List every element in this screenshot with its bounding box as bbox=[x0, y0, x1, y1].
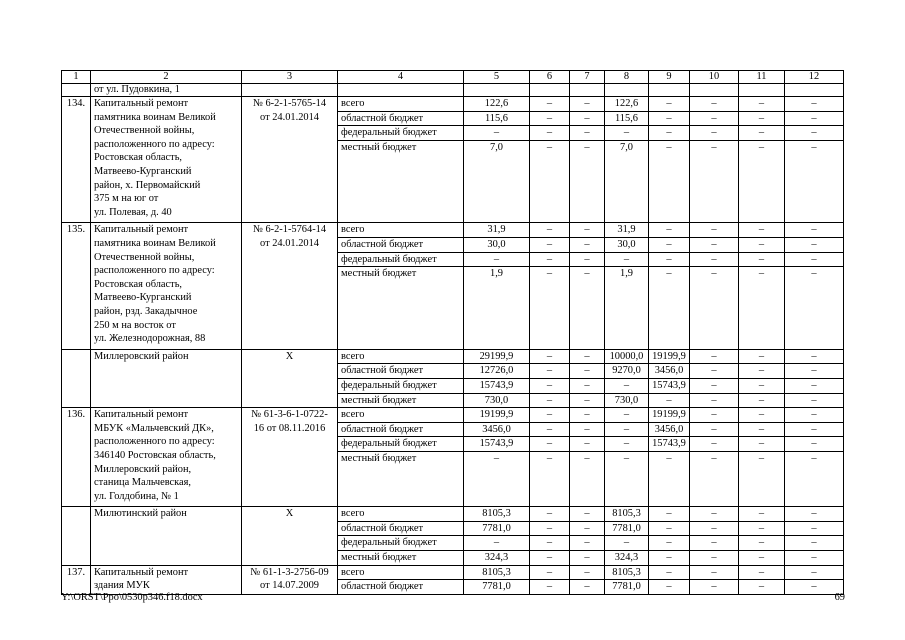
object-name-line: памятника воинам Великой bbox=[94, 111, 216, 123]
value-cell: – bbox=[530, 565, 570, 580]
object-name-line: расположенного по адресу: bbox=[94, 436, 215, 448]
value-cell: – bbox=[570, 349, 605, 364]
value-cell: – bbox=[570, 507, 605, 522]
empty-cell bbox=[785, 84, 844, 97]
value-cell: – bbox=[570, 267, 605, 350]
value-cell: 12726,0 bbox=[464, 364, 530, 379]
object-name-line: Ростовская область, bbox=[94, 278, 183, 290]
value-cell: 122,6 bbox=[605, 97, 649, 112]
value-cell: – bbox=[739, 422, 785, 437]
table-row bbox=[62, 223, 844, 238]
value-cell: 7781,0 bbox=[605, 521, 649, 536]
value-cell: – bbox=[739, 349, 785, 364]
value-cell: – bbox=[570, 237, 605, 252]
value-cell: – bbox=[649, 580, 690, 595]
value-cell: – bbox=[605, 437, 649, 452]
value-cell: – bbox=[690, 140, 739, 223]
object-name-line: Капитальный ремонт bbox=[94, 224, 189, 236]
funding-source: местный бюджет bbox=[338, 267, 464, 350]
value-cell: – bbox=[649, 140, 690, 223]
value-cell: 29199,9 bbox=[464, 349, 530, 364]
value-cell: – bbox=[649, 267, 690, 350]
value-cell: – bbox=[785, 565, 844, 580]
object-name-line: расположенного по адресу: bbox=[94, 265, 215, 277]
object-name-line: здания МУК bbox=[94, 580, 150, 592]
value-cell: 122,6 bbox=[464, 97, 530, 112]
document-number-line: Х bbox=[285, 508, 294, 520]
value-cell: – bbox=[739, 451, 785, 506]
empty-cell bbox=[570, 84, 605, 97]
value-cell: – bbox=[530, 349, 570, 364]
document-number bbox=[242, 223, 338, 349]
object-name-line: Миллеровский район, bbox=[94, 463, 192, 475]
object-name-line: станица Мальчевская, bbox=[94, 477, 192, 489]
object-name-line: ул. Полевая, д. 40 bbox=[94, 206, 172, 218]
value-cell: 7781,0 bbox=[605, 580, 649, 595]
object-name-line: Миллеровский район bbox=[94, 350, 189, 362]
funding-source: областной бюджет bbox=[338, 580, 464, 595]
value-cell: 7781,0 bbox=[464, 521, 530, 536]
value-cell: 19199,9 bbox=[464, 408, 530, 423]
file-path: Y:\ORST\Ppo\0530p346.f18.docx bbox=[61, 592, 203, 603]
value-cell: – bbox=[570, 97, 605, 112]
value-cell: – bbox=[785, 126, 844, 141]
document-number-line: № 61-3-6-1-0722- bbox=[251, 409, 328, 421]
value-cell: – bbox=[690, 451, 739, 506]
value-cell: – bbox=[649, 393, 690, 408]
value-cell: – bbox=[649, 237, 690, 252]
document-number bbox=[242, 408, 338, 507]
object-name-line: Матвеево-Курганский bbox=[94, 165, 192, 177]
value-cell: – bbox=[739, 378, 785, 393]
value-cell: 19199,9 bbox=[649, 408, 690, 423]
funding-source: федеральный бюджет bbox=[338, 126, 464, 141]
value-cell: – bbox=[570, 223, 605, 238]
value-cell: – bbox=[739, 521, 785, 536]
value-cell: – bbox=[785, 111, 844, 126]
value-cell: – bbox=[464, 536, 530, 551]
table-row bbox=[62, 349, 844, 364]
record-number: 135. bbox=[62, 223, 91, 349]
value-cell: – bbox=[785, 536, 844, 551]
value-cell: – bbox=[605, 408, 649, 423]
value-cell: – bbox=[605, 378, 649, 393]
value-cell: 1,9 bbox=[464, 267, 530, 350]
value-cell: – bbox=[530, 536, 570, 551]
document-number-line: № 6-2-1-5764-14 bbox=[252, 224, 327, 236]
value-cell: – bbox=[785, 580, 844, 595]
empty-cell bbox=[338, 84, 464, 97]
value-cell: – bbox=[739, 126, 785, 141]
record-number: 134. bbox=[62, 97, 91, 223]
value-cell: – bbox=[570, 551, 605, 566]
document-number-line: от 14.07.2009 bbox=[260, 580, 319, 592]
value-cell: 3456,0 bbox=[649, 364, 690, 379]
value-cell: – bbox=[570, 521, 605, 536]
value-cell: 3456,0 bbox=[649, 422, 690, 437]
value-cell: – bbox=[530, 393, 570, 408]
value-cell: 10000,0 bbox=[605, 349, 649, 364]
value-cell: – bbox=[530, 267, 570, 350]
table-row bbox=[62, 97, 844, 112]
value-cell: – bbox=[739, 111, 785, 126]
value-cell: 115,6 bbox=[605, 111, 649, 126]
value-cell: 31,9 bbox=[464, 223, 530, 238]
value-cell: – bbox=[464, 126, 530, 141]
empty-cell bbox=[649, 84, 690, 97]
empty-cell bbox=[62, 84, 91, 97]
value-cell: – bbox=[785, 451, 844, 506]
value-cell: – bbox=[530, 437, 570, 452]
object-name-line: район, рзд. Закадычное bbox=[94, 305, 198, 317]
column-header: 12 bbox=[785, 71, 844, 84]
value-cell: – bbox=[739, 437, 785, 452]
value-cell: 31,9 bbox=[605, 223, 649, 238]
column-header: 5 bbox=[464, 71, 530, 84]
value-cell: – bbox=[530, 408, 570, 423]
value-cell: – bbox=[739, 223, 785, 238]
value-cell: – bbox=[530, 97, 570, 112]
value-cell: – bbox=[649, 536, 690, 551]
value-cell: – bbox=[570, 252, 605, 267]
document-number-line: № 61-1-3-2756-09 bbox=[250, 566, 329, 578]
value-cell: – bbox=[570, 364, 605, 379]
document-number-line: Х bbox=[285, 350, 294, 362]
value-cell: – bbox=[785, 364, 844, 379]
column-header: 3 bbox=[242, 71, 338, 84]
funding-source: местный бюджет bbox=[338, 551, 464, 566]
value-cell: 19199,9 bbox=[649, 349, 690, 364]
value-cell: – bbox=[739, 565, 785, 580]
value-cell: – bbox=[649, 521, 690, 536]
value-cell: – bbox=[570, 126, 605, 141]
value-cell: – bbox=[785, 437, 844, 452]
value-cell: – bbox=[690, 252, 739, 267]
object-name-line: район, х. Первомайский bbox=[94, 179, 201, 191]
empty-cell bbox=[464, 84, 530, 97]
value-cell: – bbox=[649, 565, 690, 580]
value-cell: – bbox=[739, 364, 785, 379]
object-name bbox=[91, 97, 242, 223]
value-cell: – bbox=[785, 422, 844, 437]
value-cell: – bbox=[649, 126, 690, 141]
empty-cell bbox=[739, 84, 785, 97]
value-cell: – bbox=[690, 126, 739, 141]
record-number: 136. bbox=[62, 408, 91, 507]
funding-source: областной бюджет bbox=[338, 422, 464, 437]
value-cell: – bbox=[605, 126, 649, 141]
funding-source: местный бюджет bbox=[338, 451, 464, 506]
value-cell: – bbox=[690, 97, 739, 112]
value-cell: – bbox=[570, 451, 605, 506]
value-cell: 730,0 bbox=[605, 393, 649, 408]
funding-source: федеральный бюджет bbox=[338, 378, 464, 393]
value-cell: 8105,3 bbox=[605, 565, 649, 580]
value-cell: – bbox=[690, 521, 739, 536]
value-cell: – bbox=[530, 580, 570, 595]
value-cell: 1,9 bbox=[605, 267, 649, 350]
value-cell: – bbox=[570, 393, 605, 408]
value-cell: – bbox=[739, 580, 785, 595]
value-cell: 30,0 bbox=[605, 237, 649, 252]
value-cell: 115,6 bbox=[464, 111, 530, 126]
funding-source: всего bbox=[338, 97, 464, 112]
value-cell: 9270,0 bbox=[605, 364, 649, 379]
value-cell: 324,3 bbox=[464, 551, 530, 566]
value-cell: – bbox=[530, 551, 570, 566]
value-cell: – bbox=[739, 140, 785, 223]
record-number: 137. bbox=[62, 565, 91, 594]
table-row bbox=[62, 507, 844, 522]
object-name-line: Отечественной войны, bbox=[94, 251, 195, 263]
value-cell: – bbox=[690, 536, 739, 551]
value-cell: – bbox=[785, 223, 844, 238]
value-cell: – bbox=[690, 267, 739, 350]
value-cell: – bbox=[530, 364, 570, 379]
record-number bbox=[62, 349, 91, 407]
value-cell: – bbox=[739, 507, 785, 522]
value-cell: – bbox=[649, 551, 690, 566]
funding-source: местный бюджет bbox=[338, 140, 464, 223]
object-name-line: Капитальный ремонт bbox=[94, 98, 189, 109]
value-cell: – bbox=[785, 97, 844, 112]
value-cell: – bbox=[570, 565, 605, 580]
object-name bbox=[91, 565, 242, 594]
object-name bbox=[91, 349, 242, 407]
funding-source: всего bbox=[338, 223, 464, 238]
value-cell: – bbox=[530, 451, 570, 506]
value-cell: – bbox=[570, 111, 605, 126]
value-cell: – bbox=[649, 111, 690, 126]
document-number bbox=[242, 349, 338, 407]
value-cell: – bbox=[690, 378, 739, 393]
value-cell: – bbox=[530, 140, 570, 223]
object-name-line: 250 м на восток от bbox=[94, 319, 176, 331]
object-name-line: Капитальный ремонт bbox=[94, 566, 189, 578]
value-cell: – bbox=[785, 140, 844, 223]
value-cell: – bbox=[570, 408, 605, 423]
value-cell: 324,3 bbox=[605, 551, 649, 566]
column-header: 1 bbox=[62, 71, 91, 84]
value-cell: – bbox=[690, 349, 739, 364]
empty-cell bbox=[530, 84, 570, 97]
document-number-line: 16 от 08.11.2016 bbox=[253, 422, 326, 434]
value-cell: – bbox=[530, 378, 570, 393]
empty-cell bbox=[605, 84, 649, 97]
column-header: 8 bbox=[605, 71, 649, 84]
object-name bbox=[91, 408, 242, 507]
value-cell: – bbox=[739, 536, 785, 551]
continuation-row bbox=[62, 84, 844, 97]
object-name-line: расположенного по адресу: bbox=[94, 138, 215, 150]
value-cell: 30,0 bbox=[464, 237, 530, 252]
value-cell: – bbox=[570, 437, 605, 452]
value-cell: – bbox=[605, 451, 649, 506]
value-cell: – bbox=[570, 580, 605, 595]
object-name-line: 346140 Ростовская область, bbox=[94, 449, 216, 461]
object-name-line: Ростовская область, bbox=[94, 152, 183, 164]
funding-source: местный бюджет bbox=[338, 393, 464, 408]
funding-source: областной бюджет bbox=[338, 521, 464, 536]
value-cell: – bbox=[605, 252, 649, 267]
value-cell: – bbox=[464, 451, 530, 506]
value-cell: – bbox=[570, 378, 605, 393]
value-cell: – bbox=[530, 521, 570, 536]
value-cell: – bbox=[530, 223, 570, 238]
document-number bbox=[242, 97, 338, 223]
table-row bbox=[62, 408, 844, 423]
value-cell: – bbox=[785, 378, 844, 393]
value-cell: 7,0 bbox=[464, 140, 530, 223]
value-cell: 7,0 bbox=[605, 140, 649, 223]
budget-table bbox=[61, 70, 844, 595]
page-number: 69 bbox=[834, 592, 845, 603]
value-cell: 15743,9 bbox=[649, 378, 690, 393]
column-header: 2 bbox=[91, 71, 242, 84]
value-cell: – bbox=[785, 521, 844, 536]
object-name-line: Отечественной войны, bbox=[94, 125, 195, 137]
value-cell: – bbox=[649, 252, 690, 267]
table-row bbox=[62, 565, 844, 580]
value-cell: – bbox=[690, 565, 739, 580]
value-cell: – bbox=[530, 126, 570, 141]
document-number-line: № 6-2-1-5765-14 bbox=[252, 98, 327, 109]
funding-source: областной бюджет bbox=[338, 237, 464, 252]
column-header: 10 bbox=[690, 71, 739, 84]
value-cell: – bbox=[739, 551, 785, 566]
value-cell: – bbox=[739, 408, 785, 423]
object-name bbox=[91, 223, 242, 349]
object-name-line: Милютинский район bbox=[94, 508, 187, 520]
value-cell: – bbox=[530, 507, 570, 522]
value-cell: – bbox=[739, 393, 785, 408]
object-name-line: ул. Голдобина, № 1 bbox=[94, 490, 179, 502]
value-cell: 7781,0 bbox=[464, 580, 530, 595]
value-cell: – bbox=[570, 422, 605, 437]
value-cell: 15743,9 bbox=[464, 378, 530, 393]
value-cell: – bbox=[690, 364, 739, 379]
object-name-line: Матвеево-Курганский bbox=[94, 292, 192, 304]
value-cell: 3456,0 bbox=[464, 422, 530, 437]
value-cell: – bbox=[690, 422, 739, 437]
value-cell: – bbox=[690, 111, 739, 126]
value-cell: – bbox=[739, 97, 785, 112]
document-number-line: от 24.01.2014 bbox=[260, 111, 319, 123]
value-cell: 8105,3 bbox=[464, 565, 530, 580]
value-cell: – bbox=[530, 111, 570, 126]
value-cell: – bbox=[690, 223, 739, 238]
value-cell: – bbox=[785, 408, 844, 423]
funding-source: всего bbox=[338, 565, 464, 580]
document-number bbox=[242, 565, 338, 594]
funding-source: федеральный бюджет bbox=[338, 252, 464, 267]
value-cell: – bbox=[690, 237, 739, 252]
funding-source: федеральный бюджет bbox=[338, 536, 464, 551]
value-cell: – bbox=[464, 252, 530, 267]
continuation-text: от ул. Пудовкина, 1 bbox=[91, 84, 242, 97]
value-cell: 8105,3 bbox=[464, 507, 530, 522]
value-cell: – bbox=[605, 536, 649, 551]
value-cell: – bbox=[570, 536, 605, 551]
value-cell: 15743,9 bbox=[649, 437, 690, 452]
value-cell: – bbox=[739, 237, 785, 252]
object-name-line: Капитальный ремонт bbox=[94, 409, 189, 421]
object-name bbox=[91, 507, 242, 565]
value-cell: – bbox=[649, 451, 690, 506]
value-cell: – bbox=[530, 422, 570, 437]
value-cell: – bbox=[690, 437, 739, 452]
value-cell: – bbox=[739, 252, 785, 267]
column-header: 11 bbox=[739, 71, 785, 84]
value-cell: – bbox=[690, 393, 739, 408]
value-cell: – bbox=[785, 267, 844, 350]
value-cell: – bbox=[785, 393, 844, 408]
funding-source: федеральный бюджет bbox=[338, 437, 464, 452]
column-header: 4 bbox=[338, 71, 464, 84]
funding-source: всего bbox=[338, 507, 464, 522]
value-cell: – bbox=[690, 551, 739, 566]
record-number bbox=[62, 507, 91, 565]
value-cell: 15743,9 bbox=[464, 437, 530, 452]
funding-source: всего bbox=[338, 349, 464, 364]
value-cell: – bbox=[649, 97, 690, 112]
value-cell: – bbox=[605, 422, 649, 437]
object-name-line: МБУК «Мальчевский ДК», bbox=[94, 422, 214, 434]
value-cell: – bbox=[649, 507, 690, 522]
value-cell: – bbox=[530, 237, 570, 252]
value-cell: – bbox=[785, 349, 844, 364]
funding-source: всего bbox=[338, 408, 464, 423]
document-number-line: от 24.01.2014 bbox=[260, 237, 319, 249]
object-name-line: памятника воинам Великой bbox=[94, 237, 216, 249]
empty-cell bbox=[242, 84, 338, 97]
value-cell: – bbox=[570, 140, 605, 223]
value-cell: – bbox=[739, 267, 785, 350]
document-number bbox=[242, 507, 338, 565]
value-cell: – bbox=[690, 580, 739, 595]
value-cell: – bbox=[785, 252, 844, 267]
value-cell: 730,0 bbox=[464, 393, 530, 408]
value-cell: – bbox=[690, 507, 739, 522]
value-cell: – bbox=[785, 551, 844, 566]
value-cell: – bbox=[530, 252, 570, 267]
column-header: 7 bbox=[570, 71, 605, 84]
header-row bbox=[62, 71, 844, 84]
empty-cell bbox=[690, 84, 739, 97]
funding-source: областной бюджет bbox=[338, 364, 464, 379]
object-name-line: 375 м на юг от bbox=[94, 193, 159, 205]
funding-source: областной бюджет bbox=[338, 111, 464, 126]
column-header: 9 bbox=[649, 71, 690, 84]
value-cell: – bbox=[785, 507, 844, 522]
value-cell: – bbox=[690, 408, 739, 423]
value-cell: – bbox=[785, 237, 844, 252]
value-cell: – bbox=[649, 223, 690, 238]
object-name-line: ул. Железнодорожная, 88 bbox=[94, 333, 206, 345]
value-cell: 8105,3 bbox=[605, 507, 649, 522]
column-header: 6 bbox=[530, 71, 570, 84]
